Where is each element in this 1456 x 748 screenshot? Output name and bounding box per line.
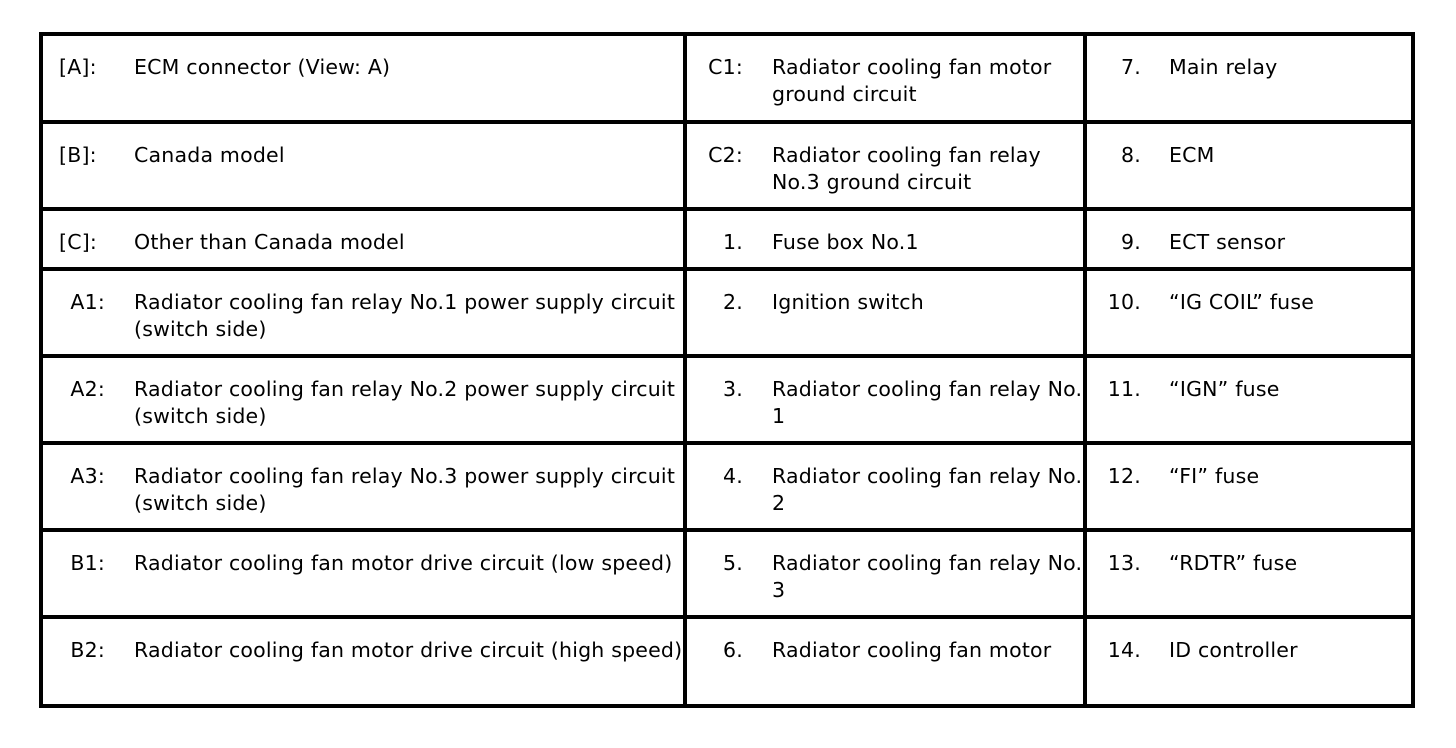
item-description: ID controller: [1169, 638, 1298, 662]
item-description: Radiator cooling fan relay No. 2: [772, 464, 1083, 515]
item-key: [B]:: [59, 143, 97, 167]
table-cell: [685, 269, 1085, 356]
item-key: [C]:: [59, 230, 98, 254]
item-key: A2:: [70, 377, 105, 401]
item-description: Radiator cooling fan relay No.3 power supply circuit (switch side): [134, 464, 676, 515]
item-description: Main relay: [1169, 55, 1278, 79]
item-key: 8.: [1121, 143, 1141, 167]
table-cell: [1085, 269, 1413, 356]
table-row: [41, 617, 1413, 706]
item-key: C2:: [708, 143, 743, 167]
table-cell: [685, 356, 1085, 443]
item-description: “IGN” fuse: [1169, 377, 1280, 401]
item-key: 5.: [723, 551, 743, 575]
table-cell: [41, 443, 685, 530]
item-key: 14.: [1107, 638, 1141, 662]
item-description: Radiator cooling fan relay No. 1: [772, 377, 1083, 428]
item-key: 11.: [1107, 377, 1141, 401]
legend-table: [39, 32, 1415, 708]
table-row: [41, 530, 1413, 617]
item-description: Radiator cooling fan relay No.1 power supply circuit (switch side): [134, 290, 676, 341]
table-cell: [41, 122, 685, 209]
table-cell: [41, 617, 685, 706]
item-key: 4.: [723, 464, 743, 488]
item-key: 7.: [1121, 55, 1141, 79]
table-cell: [41, 209, 685, 269]
item-description: Radiator cooling fan motor ground circuit: [772, 55, 1052, 106]
table-cell: [685, 209, 1085, 269]
table-cell: [685, 530, 1085, 617]
item-description: ECM: [1169, 143, 1215, 167]
table-cell: [685, 443, 1085, 530]
table-cell: [1085, 122, 1413, 209]
table-cell: [41, 34, 685, 122]
item-description: Fuse box No.1: [772, 230, 919, 254]
item-description: Radiator cooling fan motor drive circuit (low speed): [134, 551, 673, 575]
item-description: Radiator cooling fan relay No.2 power supply circuit (switch side): [134, 377, 676, 428]
table-cell: [685, 122, 1085, 209]
table-cell: [1085, 34, 1413, 122]
table-row: [41, 356, 1413, 443]
item-description: Other than Canada model: [134, 230, 405, 254]
item-description: ECT sensor: [1169, 230, 1286, 254]
table-cell: [1085, 443, 1413, 530]
item-key: 10.: [1107, 290, 1141, 314]
item-description: Radiator cooling fan relay No.3 ground circuit: [772, 143, 1041, 194]
table-cell: [1085, 209, 1413, 269]
item-key: C1:: [708, 55, 743, 79]
item-key: 9.: [1121, 230, 1141, 254]
table-row: [41, 122, 1413, 209]
table-cell: [1085, 356, 1413, 443]
item-description: Radiator cooling fan relay No. 3: [772, 551, 1083, 602]
table-row: [41, 209, 1413, 269]
table-row: [41, 269, 1413, 356]
table-cell: [685, 34, 1085, 122]
table-row: [41, 443, 1413, 530]
item-description: Canada model: [134, 143, 285, 167]
item-description: ECM connector (View: A): [134, 55, 391, 79]
item-description: “FI” fuse: [1169, 464, 1260, 488]
table-cell: [685, 617, 1085, 706]
item-key: 12.: [1107, 464, 1141, 488]
item-key: 13.: [1107, 551, 1141, 575]
legend-table-body: [41, 34, 1413, 706]
item-key: A3:: [70, 464, 105, 488]
item-key: B2:: [70, 638, 105, 662]
item-key: 3.: [723, 377, 743, 401]
item-key: 1.: [723, 230, 743, 254]
item-key: [A]:: [59, 55, 97, 79]
table-cell: [41, 530, 685, 617]
table-cell: [1085, 530, 1413, 617]
item-description: “RDTR” fuse: [1169, 551, 1298, 575]
item-description: Radiator cooling fan motor: [772, 638, 1052, 662]
table-cell: [1085, 617, 1413, 706]
item-description: “IG COIL” fuse: [1169, 290, 1315, 314]
item-description: Radiator cooling fan motor drive circuit (high speed): [134, 638, 683, 662]
item-key: 6.: [723, 638, 743, 662]
table-row: [41, 34, 1413, 122]
item-key: B1:: [70, 551, 105, 575]
item-description: Ignition switch: [772, 290, 924, 314]
item-key: 2.: [723, 290, 743, 314]
table-cell: [41, 269, 685, 356]
item-key: A1:: [70, 290, 105, 314]
table-cell: [41, 356, 685, 443]
